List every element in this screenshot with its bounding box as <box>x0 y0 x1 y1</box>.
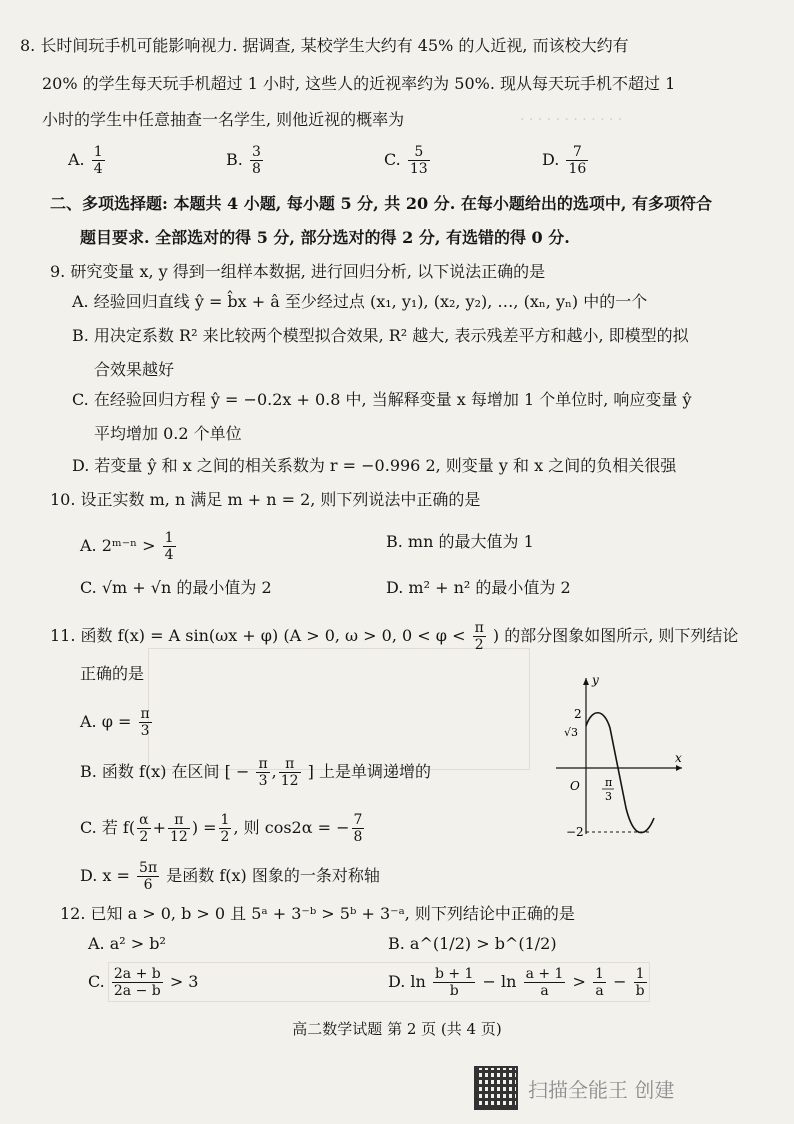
denominator: 13 <box>409 161 428 177</box>
q10-option-b: B. mn 的最大值为 1 <box>386 532 534 551</box>
q9-option-b-cont: 合效果越好 <box>94 360 175 379</box>
q12-option-c: C. $\frac{2a + b}{2a - b}$ > 3 <box>88 966 199 999</box>
fraction <box>593 966 606 999</box>
q11-option-a <box>80 706 154 739</box>
fraction <box>566 144 588 177</box>
denominator: a <box>540 983 549 999</box>
q9-option-d: D. 若变量 ŷ 和 x 之间的相关系数为 r = −0.996 2, 则变量 y 和 x 之间的负相关很强 <box>72 456 677 475</box>
q8-option-d <box>542 144 590 177</box>
denominator: 8 <box>353 829 363 845</box>
x-tick-num: π <box>605 776 613 789</box>
fraction <box>112 966 163 999</box>
fraction <box>139 706 152 739</box>
option-text: D. ln <box>388 972 426 991</box>
y-sqrt3-label: √3 <box>564 726 579 739</box>
fraction <box>137 860 159 893</box>
q12-option-b: B. a^(1/2) > b^(1/2) <box>388 934 557 953</box>
fraction <box>163 530 176 563</box>
numerator: 1 <box>93 144 103 160</box>
option-label: B. <box>226 150 243 169</box>
watermark-text: 扫描全能王 创建 <box>528 1077 675 1102</box>
fraction <box>524 966 566 999</box>
option-text-mid: , 则 cos2α = − <box>233 818 350 837</box>
option-text-mid: − ln <box>482 972 517 991</box>
q11-option-c <box>80 812 366 845</box>
x-axis-arrow <box>676 765 682 771</box>
denominator: 12 <box>280 773 299 789</box>
q11-option-d <box>80 860 380 893</box>
option-text-end: 是函数 f(x) 图象的一条对称轴 <box>166 866 380 885</box>
fraction <box>137 812 150 845</box>
q12-stem: 12. 已知 a > 0, b > 0 且 5ᵃ + 3⁻ᵇ > 5ᵇ + 3⁻ᵃ, 则下列结论中正确的是 <box>60 904 575 923</box>
denominator: 4 <box>93 161 103 177</box>
fraction <box>250 144 263 177</box>
option-label: C. <box>384 150 401 169</box>
minus-sign: − <box>613 972 627 991</box>
denominator: 2 <box>139 829 149 845</box>
x-axis-label: x <box>675 751 682 765</box>
y-max-label: 2 <box>574 707 582 721</box>
y-axis-arrow <box>583 678 589 685</box>
option-label: D. <box>542 150 560 169</box>
q8-line2: 20% 的学生每天玩手机超过 1 小时, 这些人的近视率约为 50%. 现从每天玩手机不超过 1 <box>42 74 676 93</box>
fraction <box>219 812 232 845</box>
denominator: 2 <box>220 829 230 845</box>
numerator: 1 <box>595 966 604 982</box>
denominator: 16 <box>568 161 587 177</box>
option-label: A. <box>68 150 85 169</box>
fraction <box>433 966 476 999</box>
y-min-label: −2 <box>566 825 584 838</box>
numerator: 5 <box>408 144 430 161</box>
numerator: 1 <box>164 530 174 546</box>
denominator: 8 <box>251 161 261 177</box>
fraction <box>408 144 430 177</box>
q10-option-d: D. m² + n² 的最小值为 2 <box>386 578 571 597</box>
denominator: 3 <box>258 773 268 789</box>
scanner-watermark <box>474 1066 674 1110</box>
fraction <box>168 812 190 845</box>
sine-curve <box>586 713 654 833</box>
q12-option-d <box>388 966 649 999</box>
q8-option-c <box>384 144 432 177</box>
bleed-through-table <box>148 648 530 770</box>
denominator: 2 <box>474 637 484 653</box>
q9-option-c-cont: 平均增加 0.2 个单位 <box>94 424 242 443</box>
denominator: 2a − b <box>113 983 161 999</box>
option-text: B. 函数 f(x) 在区间 [ − <box>80 762 250 781</box>
stem-text: 11. 函数 f(x) = A sin(ωx + φ) (A > 0, ω > 0, 0 < φ < <box>50 626 466 645</box>
q8-option-a <box>68 144 107 177</box>
option-text: A. φ = <box>80 712 132 731</box>
numerator: 2a + b <box>113 966 161 982</box>
fraction <box>473 620 486 653</box>
y-axis-label: y <box>592 673 599 687</box>
denominator: 12 <box>169 829 188 845</box>
option-text-end: > 3 <box>169 972 199 991</box>
stem-text-end: ) 的部分图象如图所示, 则下列结论 <box>492 626 739 645</box>
fraction <box>634 966 647 999</box>
comma: , <box>271 762 277 781</box>
numerator: π <box>279 756 301 773</box>
q9-option-b: B. 用决定系数 R² 来比较两个模型拟合效果, R² 越大, 表示残差平方和越小, 即模型的拟 <box>72 326 689 345</box>
q10-stem: 10. 设正实数 m, n 满足 m + n = 2, 则下列说法中正确的是 <box>50 490 481 509</box>
numerator: π <box>140 706 150 722</box>
numerator: 1 <box>220 812 230 828</box>
q11-stem-line2: 正确的是 <box>80 664 145 683</box>
x-tick-den: 3 <box>605 790 612 803</box>
q8-line1: 8. 长时间玩手机可能影响视力. 据调查, 某校学生大约有 45% 的人近视, 而该校大约有 <box>20 36 629 55</box>
q8-line3: 小时的学生中任意抽查一名学生, 则他近视的概率为 <box>42 110 405 129</box>
q9-stem: 9. 研究变量 x, y 得到一组样本数据, 进行回归分析, 以下说法正确的是 <box>50 262 546 281</box>
option-text: D. x = <box>80 866 130 885</box>
denominator: 4 <box>164 547 174 563</box>
q11-option-b <box>80 756 431 789</box>
denominator: 3 <box>140 723 150 739</box>
numerator: π <box>258 756 268 772</box>
numerator: α <box>139 812 149 828</box>
q9-option-a: A. 经验回归直线 ŷ = b̂x + â 至少经过点 (x₁, y₁), (x₂, y₂), …, (xₙ, yₙ) 中的一个 <box>72 292 648 311</box>
greater-than: > <box>572 972 586 991</box>
section2-heading-line2: 题目要求. 全部选对的得 5 分, 部分选对的得 2 分, 有选错的得 0 分. <box>80 228 570 247</box>
q12-option-a: A. a² > b² <box>88 934 166 953</box>
numerator: 5π <box>139 860 158 876</box>
numerator: π <box>168 812 190 829</box>
numerator: 7 <box>566 144 588 161</box>
numerator: a + 1 <box>525 966 564 982</box>
qr-code-icon <box>474 1066 518 1110</box>
plus-sign: + <box>152 818 166 837</box>
q9-option-c: C. 在经验回归方程 ŷ = −0.2x + 0.8 中, 当解释变量 x 每增加 1 个单位时, 响应变量 ŷ <box>72 390 692 409</box>
denominator: a <box>595 983 604 999</box>
option-text: C. 若 f( <box>80 818 136 837</box>
numerator: π <box>474 620 484 636</box>
denominator: 6 <box>143 877 153 893</box>
fraction <box>92 144 105 177</box>
q10-option-a <box>80 530 178 563</box>
section2-heading: 二、多项选择题: 本题共 4 小题, 每小题 5 分, 共 20 分. 在每小题给出的选项中, 有多项符合 <box>50 194 712 213</box>
denominator: b <box>449 983 459 999</box>
numerator: b + 1 <box>434 966 474 982</box>
option-text-end: ] 上是单调递增的 <box>307 762 432 781</box>
denominator: b <box>635 983 645 999</box>
q8-option-b <box>226 144 265 177</box>
numerator: 7 <box>353 812 363 828</box>
equals: ) = <box>191 818 217 837</box>
fraction <box>352 812 365 845</box>
numerator: 1 <box>634 966 647 983</box>
q11-stem <box>50 620 738 653</box>
numerator: 3 <box>251 144 261 160</box>
option-text: A. 2ᵐ⁻ⁿ > <box>80 536 156 555</box>
bleed-through-text: · · · · · · · · · · · · <box>520 112 623 128</box>
fraction <box>256 756 269 789</box>
sine-graph <box>548 668 688 838</box>
page-footer: 高二数学试题 第 2 页 (共 4 页) <box>292 1020 502 1038</box>
origin-label: O <box>570 779 580 793</box>
fraction <box>279 756 301 789</box>
q10-option-c: C. √m + √n 的最小值为 2 <box>80 578 272 597</box>
